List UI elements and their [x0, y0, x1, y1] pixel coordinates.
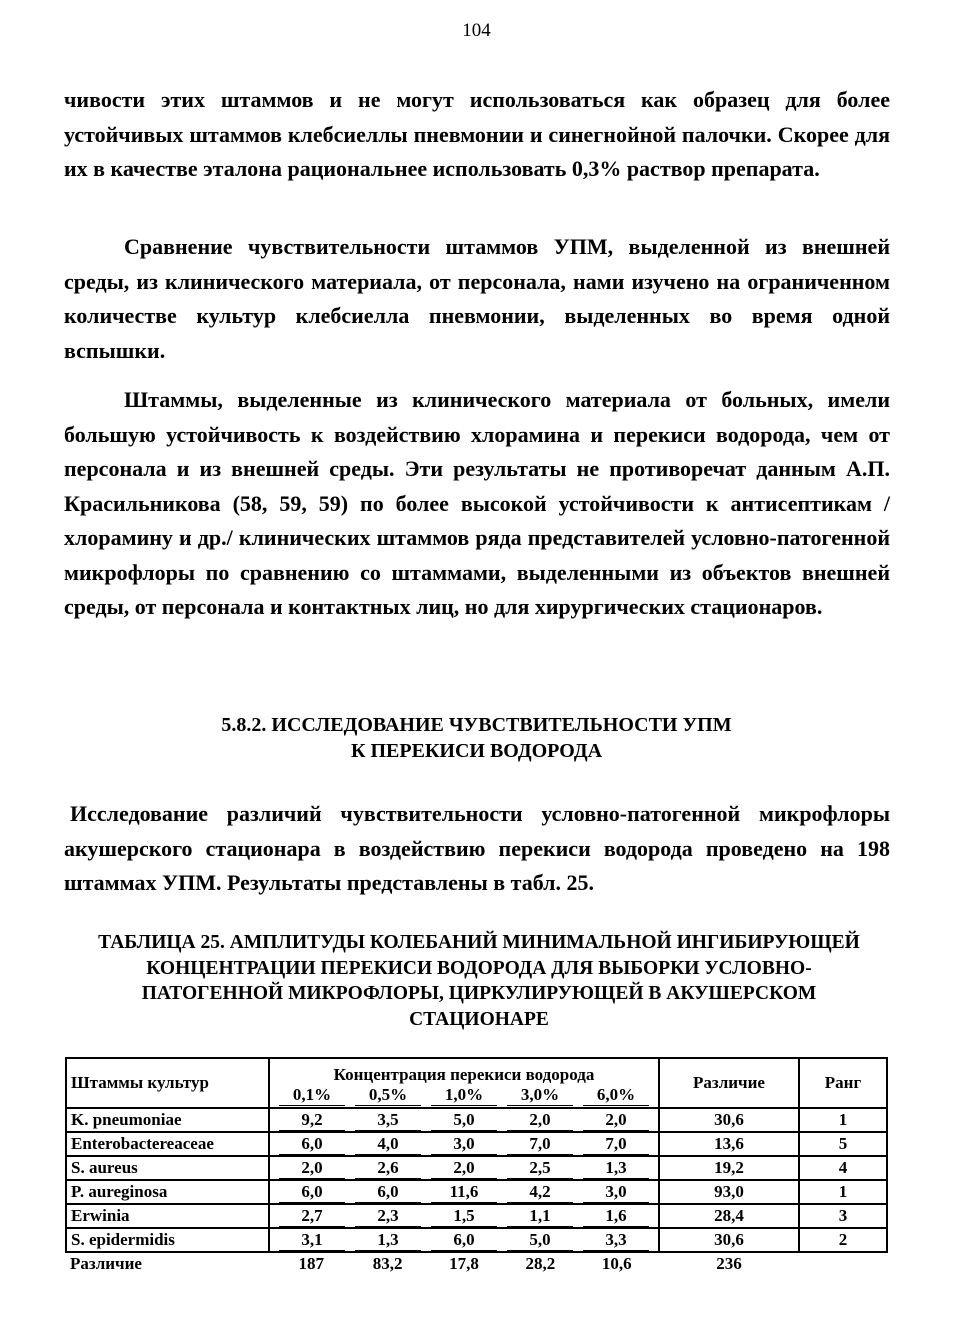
cell-conc-value: 1,1 — [507, 1206, 573, 1227]
total-conc-value: 28,2 — [525, 1254, 556, 1273]
cell-conc-value: 11,6 — [431, 1182, 497, 1203]
cell-conc-value: 6,0 — [279, 1182, 345, 1203]
table-row — [66, 1228, 887, 1252]
cell-conc-value: 4,2 — [507, 1182, 573, 1203]
section-heading-line-2: К ПЕРЕКИСИ ВОДОРОДА — [350, 740, 603, 762]
total-concentrations — [269, 1252, 659, 1275]
cell-conc-value: 2,0 — [507, 1110, 573, 1131]
header-conc-3: 3,0% — [507, 1085, 573, 1106]
cell-conc-value: 1,3 — [355, 1230, 421, 1251]
table-caption-line-4: СТАЦИОНАРЕ — [409, 1008, 549, 1030]
header-conc-0: 0,1% — [279, 1085, 345, 1106]
total-conc-value: 187 — [298, 1254, 324, 1273]
concentration-values — [274, 1182, 654, 1203]
cell-conc-value: 3,0 — [431, 1134, 497, 1155]
cell-conc-value: 5,0 — [507, 1230, 573, 1251]
total-conc-value: 10,6 — [601, 1254, 632, 1273]
table-caption — [60, 930, 898, 1032]
table-header-row — [66, 1058, 887, 1108]
cell-difference: 30,6 — [659, 1228, 799, 1252]
cell-conc-value: 6,0 — [279, 1134, 345, 1155]
paragraph-3: Штаммы, выделенные из клинического материала от больных, имели большую устойчивость к воздействию хлорамина и перекиси водорода, чем от персонала и из внешней среды. Эти результаты не противоречат данным А.П. Красильникова (58, 59, 59) по более высокой устойчивости к антисептикам /хлорамину и др./ клинических штаммов ряда представителей условно-патогенной микрофлоры по сравнению со штаммами, выделенными из объектов внешней среды, от персонала и контактных лиц, но для хирургических стационаров. — [64, 387, 890, 619]
total-concentration-values — [273, 1254, 655, 1274]
table-caption-line-1: ТАБЛИЦА 25. АМПЛИТУДЫ КОЛЕБАНИЙ МИНИМАЛЬНОЙ ИНГИБИРУЮЩЕЙ — [98, 932, 860, 953]
concentration-values — [274, 1134, 654, 1155]
table-row — [66, 1156, 887, 1180]
header-concentration-values — [274, 1085, 654, 1106]
cell-conc-value: 2,0 — [583, 1110, 649, 1131]
concentration-values — [274, 1158, 654, 1179]
cell-difference: 28,4 — [659, 1204, 799, 1228]
total-difference: 236 — [716, 1254, 742, 1273]
cell-conc-value: 5,0 — [431, 1110, 497, 1131]
cell-conc-value: 3,0 — [583, 1182, 649, 1203]
total-conc-value: 83,2 — [372, 1254, 403, 1273]
cell-conc-value: 3,5 — [355, 1110, 421, 1131]
concentration-values — [274, 1110, 654, 1131]
cell-difference: 19,2 — [659, 1156, 799, 1180]
header-conc-2: 1,0% — [431, 1085, 497, 1106]
table-caption-line-2: КОНЦЕНТРАЦИИ ПЕРЕКИСИ ВОДОРОДА ДЛЯ ВЫБОРКИ УСЛОВНО- — [146, 957, 812, 979]
cell-difference: 93,0 — [659, 1180, 799, 1204]
cell-conc-value: 1,3 — [583, 1158, 649, 1179]
cell-rank: 2 — [799, 1228, 887, 1252]
cell-conc-value: 1,6 — [583, 1206, 649, 1227]
cell-rank: 4 — [799, 1156, 887, 1180]
cell-conc-value: 2,0 — [279, 1158, 345, 1179]
table-body — [66, 1108, 887, 1275]
cell-strain: S. aureus — [66, 1156, 269, 1180]
cell-concentrations — [269, 1108, 659, 1132]
cell-conc-value: 9,2 — [279, 1110, 345, 1131]
table-row — [66, 1108, 887, 1132]
concentration-values — [274, 1230, 654, 1251]
header-concentration — [269, 1058, 659, 1108]
table-total-row — [66, 1252, 887, 1275]
cell-conc-value: 2,5 — [507, 1158, 573, 1179]
cell-concentrations — [269, 1204, 659, 1228]
table-row — [66, 1180, 887, 1204]
cell-rank: 3 — [799, 1204, 887, 1228]
concentration-values — [274, 1206, 654, 1227]
cell-concentrations — [269, 1156, 659, 1180]
cell-conc-value: 2,0 — [431, 1158, 497, 1179]
header-concentration-title: Концентрация перекиси водорода — [333, 1064, 595, 1084]
cell-concentrations — [269, 1132, 659, 1156]
cell-conc-value: 2,7 — [279, 1206, 345, 1227]
paragraph-1: чивости этих штаммов и не могут использоваться как образец для более устойчивых штаммов клебсиеллы пневмонии и синегнойной палочки. Скорее для их в качестве эталона рациональнее использовать 0,3% раствор препарата. — [64, 87, 890, 181]
total-conc-value: 17,8 — [449, 1254, 479, 1273]
total-rank-empty — [799, 1252, 887, 1275]
cell-strain: S. epidermidis — [66, 1228, 269, 1252]
cell-conc-value: 7,0 — [507, 1134, 573, 1155]
cell-conc-value: 2,6 — [355, 1158, 421, 1179]
header-difference: Различие — [659, 1058, 799, 1108]
section-heading — [0, 712, 953, 764]
cell-rank: 5 — [799, 1132, 887, 1156]
section-heading-line-1: 5.8.2. ИССЛЕДОВАНИЕ ЧУВСТВИТЕЛЬНОСТИ УПМ — [221, 714, 732, 736]
cell-conc-value: 4,0 — [355, 1134, 421, 1155]
cell-conc-value: 3,3 — [583, 1230, 649, 1251]
cell-strain: P. aureginosa — [66, 1180, 269, 1204]
cell-conc-value: 1,5 — [431, 1206, 497, 1227]
cell-conc-value: 6,0 — [355, 1182, 421, 1203]
header-strain: Штаммы культур — [66, 1058, 269, 1108]
cell-strain: Erwinia — [66, 1204, 269, 1228]
header-rank: Ранг — [799, 1058, 887, 1108]
header-conc-1: 0,5% — [355, 1085, 421, 1106]
page-number: 104 — [462, 20, 491, 41]
cell-strain: K. pneumoniae — [66, 1108, 269, 1132]
cell-conc-value: 2,3 — [355, 1206, 421, 1227]
header-conc-4: 6,0% — [583, 1085, 649, 1106]
cell-concentrations — [269, 1180, 659, 1204]
paragraph-2: Сравнение чувствительности штаммов УПМ, выделенной из внешней среды, из клинического материала, от персонала, нами изучено на ограниченном количестве культур клебсиелла пневмонии, выделенных во время одной вспышки. — [64, 234, 890, 363]
cell-rank: 1 — [799, 1108, 887, 1132]
table-caption-line-3: ПАТОГЕННОЙ МИКРОФЛОРЫ, ЦИРКУЛИРУЮЩЕЙ В АКУШЕРСКОМ — [141, 983, 817, 1004]
paragraph-4: Исследование различий чувствительности условно-патогенной микрофлоры акушерского стационара в воздействию перекиси водорода проведено на 198 штаммах УПМ. Результаты представлены в табл. 25. — [64, 801, 890, 895]
total-label: Различие — [70, 1254, 142, 1273]
data-table — [65, 1057, 888, 1275]
cell-conc-value: 3,1 — [279, 1230, 345, 1251]
table-row — [66, 1132, 887, 1156]
cell-difference: 13,6 — [659, 1132, 799, 1156]
table-row — [66, 1204, 887, 1228]
cell-strain: Enterobactereaceae — [66, 1132, 269, 1156]
cell-conc-value: 7,0 — [583, 1134, 649, 1155]
cell-conc-value: 6,0 — [431, 1230, 497, 1251]
cell-difference: 30,6 — [659, 1108, 799, 1132]
cell-rank: 1 — [799, 1180, 887, 1204]
cell-concentrations — [269, 1228, 659, 1252]
